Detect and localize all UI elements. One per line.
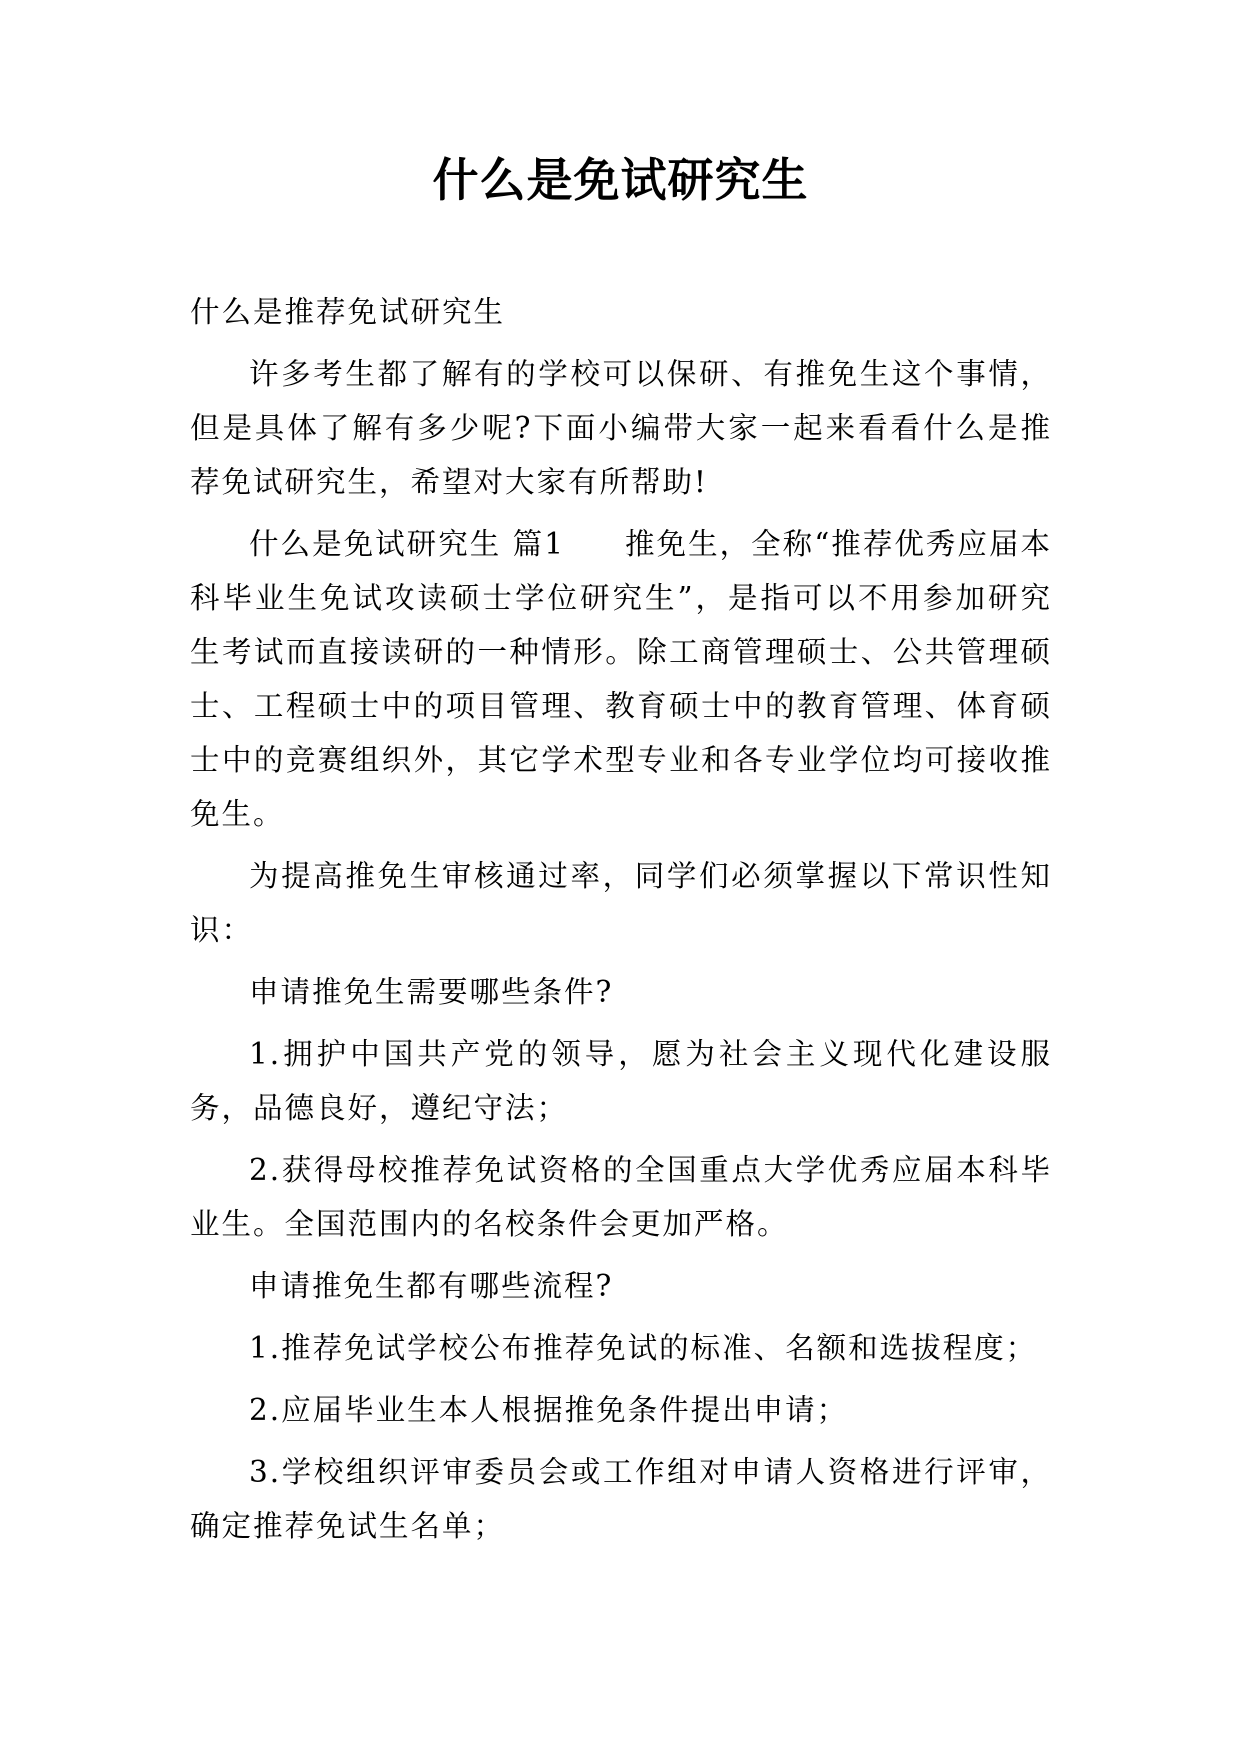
conditions-heading: 申请推免生需要哪些条件? bbox=[249, 975, 614, 1009]
subheading: 什么是推荐免试研究生 bbox=[190, 295, 506, 329]
process-item: 2.应届毕业生本人根据推免条件提出申请； bbox=[249, 1393, 849, 1427]
condition-item: 1.拥护中国共产党的领导，愿为社会主义现代化建设服务，品德良好，遵纪守法； bbox=[190, 1037, 1052, 1125]
section-paragraph bbox=[190, 517, 1052, 841]
intro-paragraph: 许多考生都了解有的学校可以保研、有推免生这个事情，但是具体了解有多少呢?下面小编带大家一起来看看什么是推荐免试研究生，希望对大家有所帮助! bbox=[190, 357, 1052, 499]
process-item: 3.学校组织评审委员会或工作组对申请人资格进行评审，确定推荐免试生名单； bbox=[190, 1455, 1052, 1543]
section-body: 推免生，全称“推荐优秀应届本科毕业生免试攻读硕士学位研究生”，是指可以不用参加研究生考试而直接读研的一种情形。除工商管理硕士、公共管理硕士、工程硕士中的项目管理、教育硕士中的教育管理、体育硕士中的竞赛组织外，其它学术型专业和各专业学位均可接收推免生。 bbox=[190, 527, 1052, 831]
document-title: 什么是免试研究生 bbox=[432, 153, 809, 207]
document-body bbox=[190, 285, 1052, 1561]
process-item: 1.推荐免试学校公布推荐免试的标准、名额和选拔程度； bbox=[249, 1331, 1038, 1365]
process-heading: 申请推免生都有哪些流程? bbox=[249, 1269, 614, 1303]
section-label: 什么是免试研究生 篇1 bbox=[249, 527, 565, 561]
pass-rate-paragraph: 为提高推免生审核通过率，同学们必须掌握以下常识性知识： bbox=[190, 859, 1052, 947]
condition-item: 2.获得母校推荐免试资格的全国重点大学优秀应届本科毕业生。全国范围内的名校条件会更加严格。 bbox=[190, 1153, 1052, 1241]
